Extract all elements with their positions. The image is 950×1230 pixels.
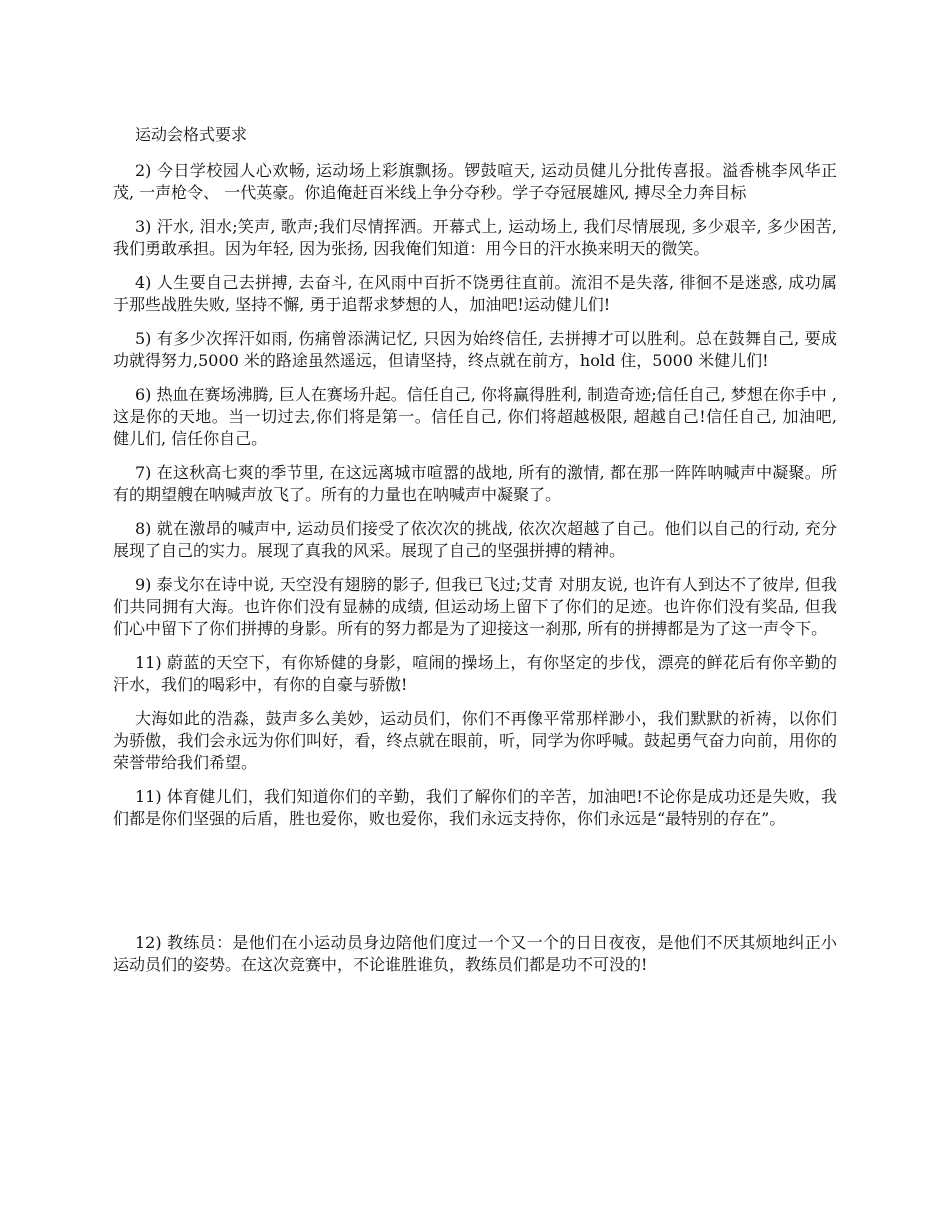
paragraph-12: 12) 教练员：是他们在小运动员身边陪他们度过一个又一个的日日夜夜，是他们不厌其烦地纠正小运动员们的姿势。在这次竞赛中，不论谁胜谁负，教练员们都是功不可没的! (113, 933, 837, 974)
page-gap (113, 842, 837, 932)
paragraph-6: 6) 热血在赛场沸腾, 巨人在赛场升起。信任自己, 你将赢得胜利, 制造奇迹;信任自己, 梦想在你手中 , 这是你的天地。当一切过去,你们将是第一。信任自己, 你们将超越极限, 超越自己!信任自己, 加油吧, 健儿们, 信任你自己。 (113, 385, 837, 448)
paragraph-8: 8) 就在激昂的喊声中, 运动员们接受了依次次的挑战, 依次次超越了自己。他们以自己的行动, 充分展现了自己的实力。展现了真我的风采。展现了自己的坚强拼搏的精神。 (113, 519, 837, 560)
paragraph-ocean: 大海如此的浩淼，鼓声多么美妙，运动员们，你们不再像平常那样渺小，我们默默的祈祷，以你们为骄傲，我们会永远为你们叫好，看，终点就在眼前，听，同学为你呼喊。鼓起勇气奋力向前，用你的荣誉带给我们希望。 (113, 709, 837, 772)
paragraph-11a: 11) 蔚蓝的天空下，有你矫健的身影，喧闹的操场上，有你坚定的步伐，漂亮的鲜花后有你辛勤的汗水，我们的喝彩中，有你的自豪与骄傲! (113, 653, 837, 694)
paragraph-2: 2) 今日学校园人心欢畅, 运动场上彩旗飘扬。锣鼓喧天, 运动员健儿分批传喜报。溢香桃李风华正茂, 一声枪令、 一代英豪。你追俺赶百米线上争分夺秒。学子夺冠展雄风, 搏尽全力奔目标 (113, 161, 837, 202)
paragraph-11b: 11) 体育健儿们，我们知道你们的辛勤，我们了解你们的辛苦，加油吧!不论你是成功还是失败，我们都是你们坚强的后盾，胜也爱你，败也爱你，我们永远支持你，你们永远是“最特别的存在”。 (113, 787, 837, 828)
document-page (113, 124, 837, 988)
paragraph-7: 7) 在这秋高七爽的季节里, 在这远离城市喧嚣的战地, 所有的激情, 都在那一阵阵呐喊声中凝聚。所有的期望艘在呐喊声放飞了。所有的力量也在呐喊声中凝聚了。 (113, 463, 837, 504)
paragraph-3: 3) 汗水, 泪水;笑声, 歌声;我们尽情挥洒。开幕式上, 运动场上, 我们尽情展现, 多少艰辛, 多少困苦, 我们勇敢承担。因为年轻, 因为张扬, 因我俺们知道：用今日的汗水换来明天的微笑。 (113, 217, 837, 258)
paragraph-5: 5) 有多少次挥汗如雨, 伤痛曾添满记忆, 只因为始终信任, 去拼搏才可以胜利。总在鼓舞自己, 要成功就得努力,5000 米的路途虽然遥远，但请坚持，终点就在前方，hold 住，5000 米健儿们! (113, 329, 837, 370)
paragraph-4: 4) 人生要自己去拼搏, 去奋斗, 在风雨中百折不饶勇往直前。流泪不是失落, 徘徊不是迷惑, 成功属于那些战胜失败, 坚持不懈, 勇于追帮求梦想的人，加油吧!运动健儿们! (113, 273, 837, 314)
paragraph-9: 9) 泰戈尔在诗中说, 天空没有翅膀的影子, 但我已飞过;艾青 对朋友说, 也许有人到达不了彼岸, 但我们共同拥有大海。也许你们没有显赫的成绩, 但运动场上留下了你们的足迹。也许你们没有奖品, 但我们心中留下了你们拼搏的身影。所有的努力都是为了迎接这一刹那, 所有的拼搏都是为了这一声令下。 (113, 575, 837, 638)
document-title: 运动会格式要求 (135, 125, 248, 144)
